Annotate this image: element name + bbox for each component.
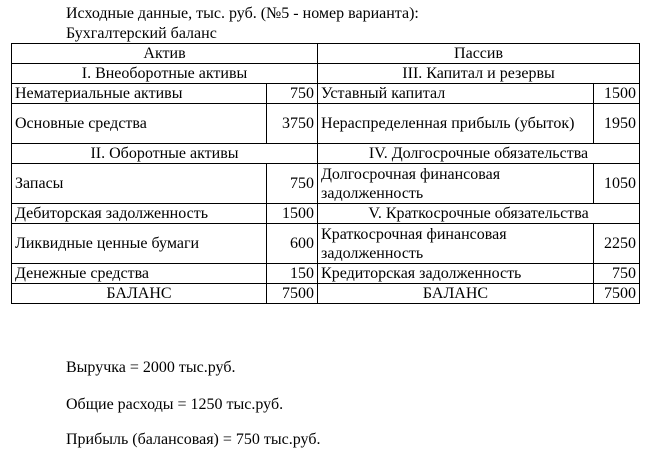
revenue-line: Выручка = 2000 тыс.руб. <box>66 359 236 376</box>
liability-name: Краткосрочная финансовая задолженность <box>318 224 594 264</box>
liability-value: 2250 <box>594 224 640 264</box>
section-row <box>12 144 640 164</box>
table-row <box>12 204 640 224</box>
asset-value: 750 <box>267 84 318 104</box>
table-row <box>12 84 640 104</box>
table-row <box>12 264 640 284</box>
asset-total-label: БАЛАНС <box>12 284 267 304</box>
liability-name: Долгосрочная финансовая задолженность <box>318 164 594 204</box>
asset-value: 600 <box>267 224 318 264</box>
table-row <box>12 224 640 264</box>
section-noncurrent-assets: I. Внеоборотные активы <box>12 64 318 84</box>
liability-value: 750 <box>594 264 640 284</box>
section-short-term-liabilities: V. Краткосрочные обязательства <box>318 204 640 224</box>
expenses-line: Общие расходы = 1250 тыс.руб. <box>66 396 284 413</box>
section-capital-reserves: III. Капитал и резервы <box>318 64 640 84</box>
liability-name: Кредиторская задолженность <box>318 264 594 284</box>
section-current-assets: II. Оборотные активы <box>12 144 318 164</box>
balance-sheet-table <box>11 43 640 304</box>
asset-name: Нематериальные активы <box>12 84 267 104</box>
section-row <box>12 64 640 84</box>
total-row <box>12 284 640 304</box>
profit-line: Прибыль (балансовая) = 750 тыс.руб. <box>66 431 321 448</box>
table-caption: Бухгалтерский баланс <box>66 25 217 42</box>
asset-name: Дебиторская задолженность <box>12 204 267 224</box>
asset-total-value: 7500 <box>267 284 318 304</box>
asset-value: 3750 <box>267 104 318 144</box>
asset-name: Денежные средства <box>12 264 267 284</box>
asset-header: Актив <box>12 44 318 64</box>
liability-name: Уставный капитал <box>318 84 594 104</box>
liability-value: 1950 <box>594 104 640 144</box>
table-row <box>12 164 640 204</box>
liability-total-value: 7500 <box>594 284 640 304</box>
asset-value: 750 <box>267 164 318 204</box>
liability-value: 1050 <box>594 164 640 204</box>
asset-value: 150 <box>267 264 318 284</box>
liability-value: 1500 <box>594 84 640 104</box>
section-long-term-liabilities: IV. Долгосрочные обязательства <box>318 144 640 164</box>
liability-name: Нераспределенная прибыль (убыток) <box>318 104 594 144</box>
intro-line: Исходные данные, тыс. руб. (№5 - номер варианта): <box>66 5 419 22</box>
table-row <box>12 104 640 144</box>
liability-total-label: БАЛАНС <box>318 284 594 304</box>
asset-name: Запасы <box>12 164 267 204</box>
table-header-row <box>12 44 640 64</box>
liability-header: Пассив <box>318 44 640 64</box>
asset-name: Основные средства <box>12 104 267 144</box>
asset-name: Ликвидные ценные бумаги <box>12 224 267 264</box>
asset-value: 1500 <box>267 204 318 224</box>
